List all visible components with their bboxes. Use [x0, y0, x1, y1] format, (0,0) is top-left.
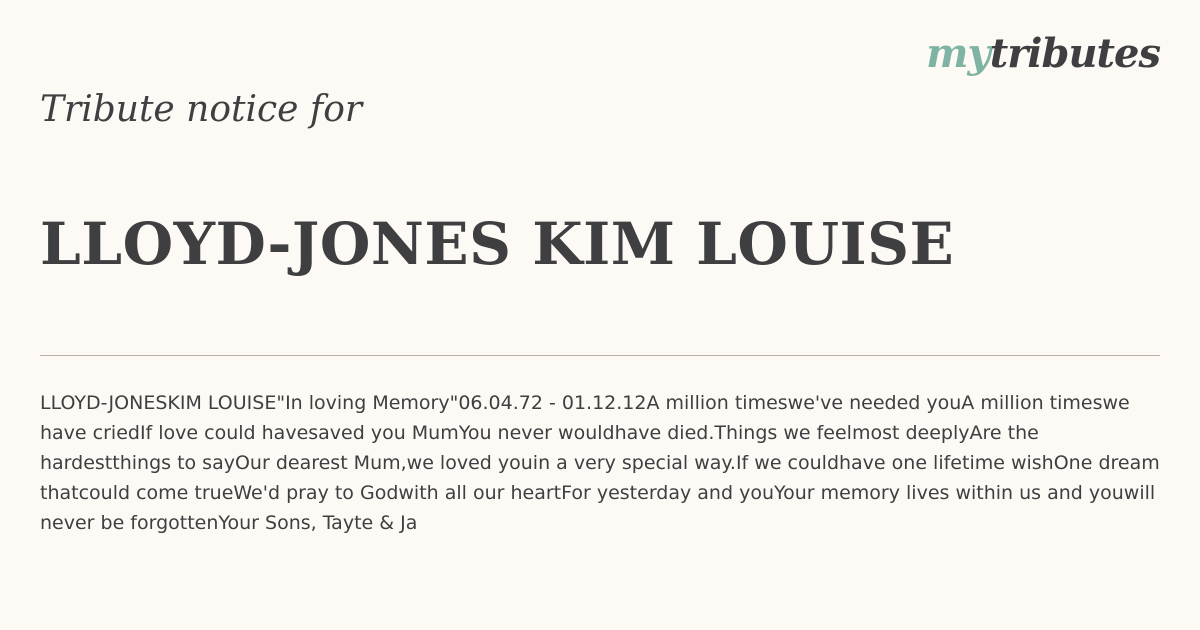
deceased-name: LLOYD-JONES KIM LOUISE — [40, 210, 955, 278]
logo-my-text: my — [926, 30, 990, 77]
logo-tributes-text: tributes — [989, 30, 1160, 77]
section-divider — [40, 355, 1160, 356]
tribute-subtitle: Tribute notice for — [40, 89, 363, 130]
tribute-message: LLOYD-JONESKIM LOUISE"In loving Memory"06.04.72 - 01.12.12A million timeswe've needed youA million timeswe have criedIf love could havesaved you MumYou never wouldhave died.Things we feelmost deeplyAre the hardestthings to sayOur dearest Mum,we loved youin a very special way.If we couldhave one lifetime wishOne dream thatcould come trueWe'd pray to Godwith all our heartFor yesterday and youYour memory lives within us and youwill never be forgottenYour Sons, Tayte & Ja — [40, 392, 1160, 534]
mytributes-logo[interactable] — [926, 30, 1160, 77]
